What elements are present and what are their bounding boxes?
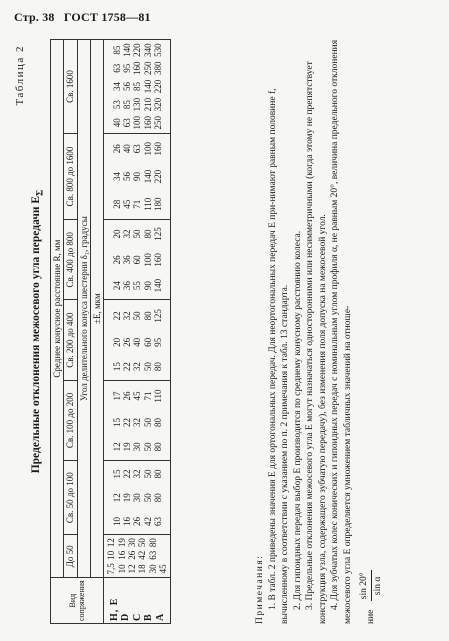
table-cell: 15 xyxy=(111,362,122,372)
value-column xyxy=(112,43,164,57)
formula-prefix: ние xyxy=(366,609,377,624)
table-cell: 34 xyxy=(111,172,122,182)
value-column xyxy=(112,98,164,112)
table-cell: 19 xyxy=(116,538,127,548)
formula-denominator: sin α xyxy=(372,576,383,596)
table-cell: 32 xyxy=(132,417,143,427)
table-cell: 26 xyxy=(121,337,132,347)
value-group-1 xyxy=(104,461,171,535)
table-cell: 45 xyxy=(158,564,169,574)
table-cell: 100 xyxy=(142,142,153,156)
table-cell: 50 xyxy=(142,442,153,452)
table-cell: 80 xyxy=(152,362,163,372)
table-cell: 60 xyxy=(142,337,153,347)
value-column xyxy=(112,170,164,184)
table-cell: 22 xyxy=(111,311,122,321)
value-column xyxy=(112,279,164,293)
table-cell: 32 xyxy=(132,469,143,479)
table-cell: 80 xyxy=(142,229,153,239)
formula-numerator: sin 20° xyxy=(358,570,372,601)
table-cell: 12 xyxy=(106,538,117,548)
table-cell: 16 xyxy=(116,550,127,560)
notes-title: Примечания: xyxy=(255,554,265,624)
table-cell: 10 xyxy=(116,564,127,574)
table-cell: 85 xyxy=(132,81,143,91)
table-cell: 56 xyxy=(121,81,132,91)
table-cell: 80 xyxy=(152,493,163,503)
table-cell: 380 xyxy=(152,61,163,76)
table-cell: 80 xyxy=(152,469,163,479)
table-cell: 26 xyxy=(111,144,122,154)
value-column xyxy=(112,116,164,130)
table-cell: 140 xyxy=(142,79,153,94)
value-column xyxy=(112,442,164,451)
value-column xyxy=(112,338,164,347)
table-cell: 140 xyxy=(121,43,132,57)
table-cell: 50 xyxy=(142,362,153,372)
table-cell: 80 xyxy=(147,538,158,548)
table-cell: 18 xyxy=(137,564,148,574)
table-cell: 26 xyxy=(111,255,122,265)
value-column xyxy=(112,517,164,526)
table-cell: 16 xyxy=(121,516,132,526)
class-label: А xyxy=(154,612,166,621)
table-cell: 80 xyxy=(142,311,153,321)
table-cell: 220 xyxy=(132,43,143,57)
deviation-table xyxy=(50,39,171,624)
ranges-row xyxy=(64,40,77,624)
table-cell: 32 xyxy=(121,229,132,239)
value-group-4 xyxy=(104,220,171,300)
range-header-1: Св. 50 до 100 xyxy=(64,461,77,535)
table-cell: 50 xyxy=(142,469,153,479)
range-header-6: Св. 1600 xyxy=(64,40,77,134)
table-cell: 36 xyxy=(121,281,132,291)
table-cell: 32 xyxy=(121,311,132,321)
range-group-header: Среднее конусное расстояние R, мм xyxy=(51,40,64,578)
value-column xyxy=(106,538,168,547)
table-cell: 22 xyxy=(121,362,132,372)
table-cell: 30 xyxy=(147,564,158,574)
table-cell: 63 xyxy=(152,516,163,526)
table-cell: 12 xyxy=(111,493,122,503)
table-cell: 30 xyxy=(132,493,143,503)
value-column xyxy=(112,493,164,502)
class-column xyxy=(104,578,171,624)
table-cell: 63 xyxy=(147,550,158,560)
values-row xyxy=(104,40,171,624)
value-column xyxy=(112,418,164,427)
table-cell: 63 xyxy=(121,118,132,128)
table-title-text: Предельные отклонения межосевого угла передачи E xyxy=(30,195,42,474)
table-cell: 125 xyxy=(152,227,163,241)
table-cell: 100 xyxy=(142,253,153,267)
note-4: 4. Для зубчатых колес конических и гипоидных передач с номинальным углом профиля α, не равным 20°, величина предельного отклонения межосевого угла E определяется умножением табличных значений на отноше- xyxy=(330,39,353,624)
value-column xyxy=(112,309,164,323)
table-cell: 140 xyxy=(142,169,153,184)
standard-id: ГОСТ 1758—81 xyxy=(63,10,151,24)
table-cell: 20 xyxy=(111,337,122,347)
table-cell: 85 xyxy=(111,45,122,55)
table-cell: 125 xyxy=(152,309,163,323)
table-cell: 110 xyxy=(142,197,153,211)
table-label: Таблица 2 xyxy=(14,45,26,106)
table-cell: 85 xyxy=(121,100,132,110)
table-cell: 95 xyxy=(152,337,163,347)
table-cell: 19 xyxy=(121,493,132,503)
table-cell: 50 xyxy=(132,229,143,239)
formula xyxy=(358,39,384,624)
table-cell: 42 xyxy=(137,550,148,560)
table-cell: 320 xyxy=(152,97,163,112)
table-cell: 63 xyxy=(132,144,143,154)
table-cell: 160 xyxy=(142,116,153,130)
value-column xyxy=(112,80,164,94)
table-cell: 80 xyxy=(152,417,163,427)
table-cell: 60 xyxy=(132,255,143,265)
class-label: С xyxy=(131,612,143,621)
value-group-5 xyxy=(104,133,171,219)
value-column xyxy=(112,142,164,156)
value-column xyxy=(112,362,164,371)
value-group-3 xyxy=(104,300,171,380)
table-cell: 20 xyxy=(111,229,122,239)
note-1: 1. В табл. 2 приведены значения E для ортогональных передач. Для неортогональных передач E при-нимают равным половине f, вычисленному в соответствии с указанием по п. 2 примечания к табл. 13 стандарта. xyxy=(267,88,291,624)
table-cell: 180 xyxy=(152,197,163,212)
table-cell: 340 xyxy=(142,43,153,57)
units-header: ±E, мкм xyxy=(91,40,104,578)
table-cell: 100 xyxy=(132,116,143,130)
page-header xyxy=(14,10,151,25)
table-cell: 220 xyxy=(152,79,163,94)
table-cell: 30 xyxy=(127,538,138,548)
table-cell: 10 xyxy=(111,516,122,526)
table-cell: 110 xyxy=(152,389,163,403)
table-cell: 7,5 xyxy=(106,563,117,575)
table-cell: 63 xyxy=(111,63,122,73)
table-cell: 45 xyxy=(121,199,132,209)
table-cell: 32 xyxy=(132,362,143,372)
table-cell: 250 xyxy=(142,61,153,76)
value-column xyxy=(106,563,168,574)
table-cell: 220 xyxy=(152,169,163,184)
table-cell: 10 xyxy=(106,550,117,560)
table-cell: 140 xyxy=(152,278,163,293)
angle-group-header: Угол делительного конуса шестерни δ₁, градусы xyxy=(77,40,90,578)
table-cell: 160 xyxy=(132,61,143,76)
table-cell: 28 xyxy=(111,199,122,209)
table-cell: 45 xyxy=(132,391,143,401)
value-column xyxy=(112,62,164,76)
title-subscript: Σ xyxy=(34,189,46,196)
value-group-0 xyxy=(104,535,171,578)
range-header-4: Св. 400 до 800 xyxy=(64,220,77,300)
formula-fraction xyxy=(358,570,384,601)
table-cell: 42 xyxy=(142,516,153,526)
table-cell: 50 xyxy=(142,417,153,427)
value-group-2 xyxy=(104,380,171,460)
range-header-0: До 50 xyxy=(64,535,77,578)
table-cell: 40 xyxy=(121,144,132,154)
range-header-2: Св. 100 до 200 xyxy=(64,380,77,460)
table-cell: 17 xyxy=(111,391,122,401)
table-cell: 90 xyxy=(132,172,143,182)
table-cell: 71 xyxy=(132,199,143,209)
table-title xyxy=(30,39,45,624)
value-column xyxy=(112,253,164,267)
table-cell: 12 xyxy=(111,442,122,452)
value-column xyxy=(112,198,164,212)
table-cell: 95 xyxy=(121,63,132,73)
table-cell: 34 xyxy=(111,81,122,91)
table-cell: 19 xyxy=(121,442,132,452)
table-cell: 26 xyxy=(132,516,143,526)
class-label: Н, Е xyxy=(108,597,120,621)
table-cell: 530 xyxy=(152,43,163,57)
table-cell: 40 xyxy=(132,337,143,347)
table-cell: 210 xyxy=(142,97,153,112)
table-cell: 40 xyxy=(111,118,122,128)
range-header-5: Св. 800 до 1600 xyxy=(64,133,77,219)
page-number: Стр. 38 xyxy=(14,10,55,24)
rotated-content xyxy=(14,39,434,624)
table-cell: 22 xyxy=(121,417,132,427)
value-column xyxy=(112,227,164,241)
value-column xyxy=(112,389,164,402)
value-column xyxy=(106,551,168,560)
table-cell: 71 xyxy=(142,391,153,401)
table-cell: 22 xyxy=(121,469,132,479)
table-cell: 26 xyxy=(121,391,132,401)
table-cell: 53 xyxy=(111,100,122,110)
table-cell: 55 xyxy=(132,281,143,291)
note-3: 3. Предельные отклонения межосевого угла E могут назначаться односторонними или несимметричными (когда этому не препятствует конструкция узла, содержащего зубчатую передачу), без изменения поля допуска на межосевой угол. xyxy=(305,61,328,624)
table-cell: 15 xyxy=(111,469,122,479)
table-cell: 50 xyxy=(142,493,153,503)
value-column xyxy=(112,469,164,478)
table-cell: 24 xyxy=(111,281,122,291)
table-cell: 30 xyxy=(132,442,143,452)
range-header-3: Св. 200 до 400 xyxy=(64,300,77,380)
table-cell: 50 xyxy=(137,538,148,548)
class-label: В xyxy=(143,613,155,621)
table-cell: 90 xyxy=(142,281,153,291)
table-cell: 80 xyxy=(152,442,163,452)
table-cell: 12 xyxy=(127,564,138,574)
table-cell: 160 xyxy=(152,253,163,267)
table-cell: 250 xyxy=(152,116,163,130)
notes-block xyxy=(254,39,384,624)
table-cell: 130 xyxy=(132,97,143,112)
table-cell: 26 xyxy=(127,550,138,560)
table-cell: 50 xyxy=(132,311,143,321)
class-label: D xyxy=(120,612,132,621)
table-cell: 56 xyxy=(121,172,132,182)
note-2: 2. Для гипоидных передач выбор E производится по среднему конусному расстоянию колеса. xyxy=(292,230,303,610)
row-label-header: Вид сопряжения xyxy=(51,578,104,624)
table-cell: 15 xyxy=(111,417,122,427)
table-cell: 160 xyxy=(152,142,163,156)
value-group-6 xyxy=(104,40,171,134)
table-cell: 36 xyxy=(121,255,132,265)
